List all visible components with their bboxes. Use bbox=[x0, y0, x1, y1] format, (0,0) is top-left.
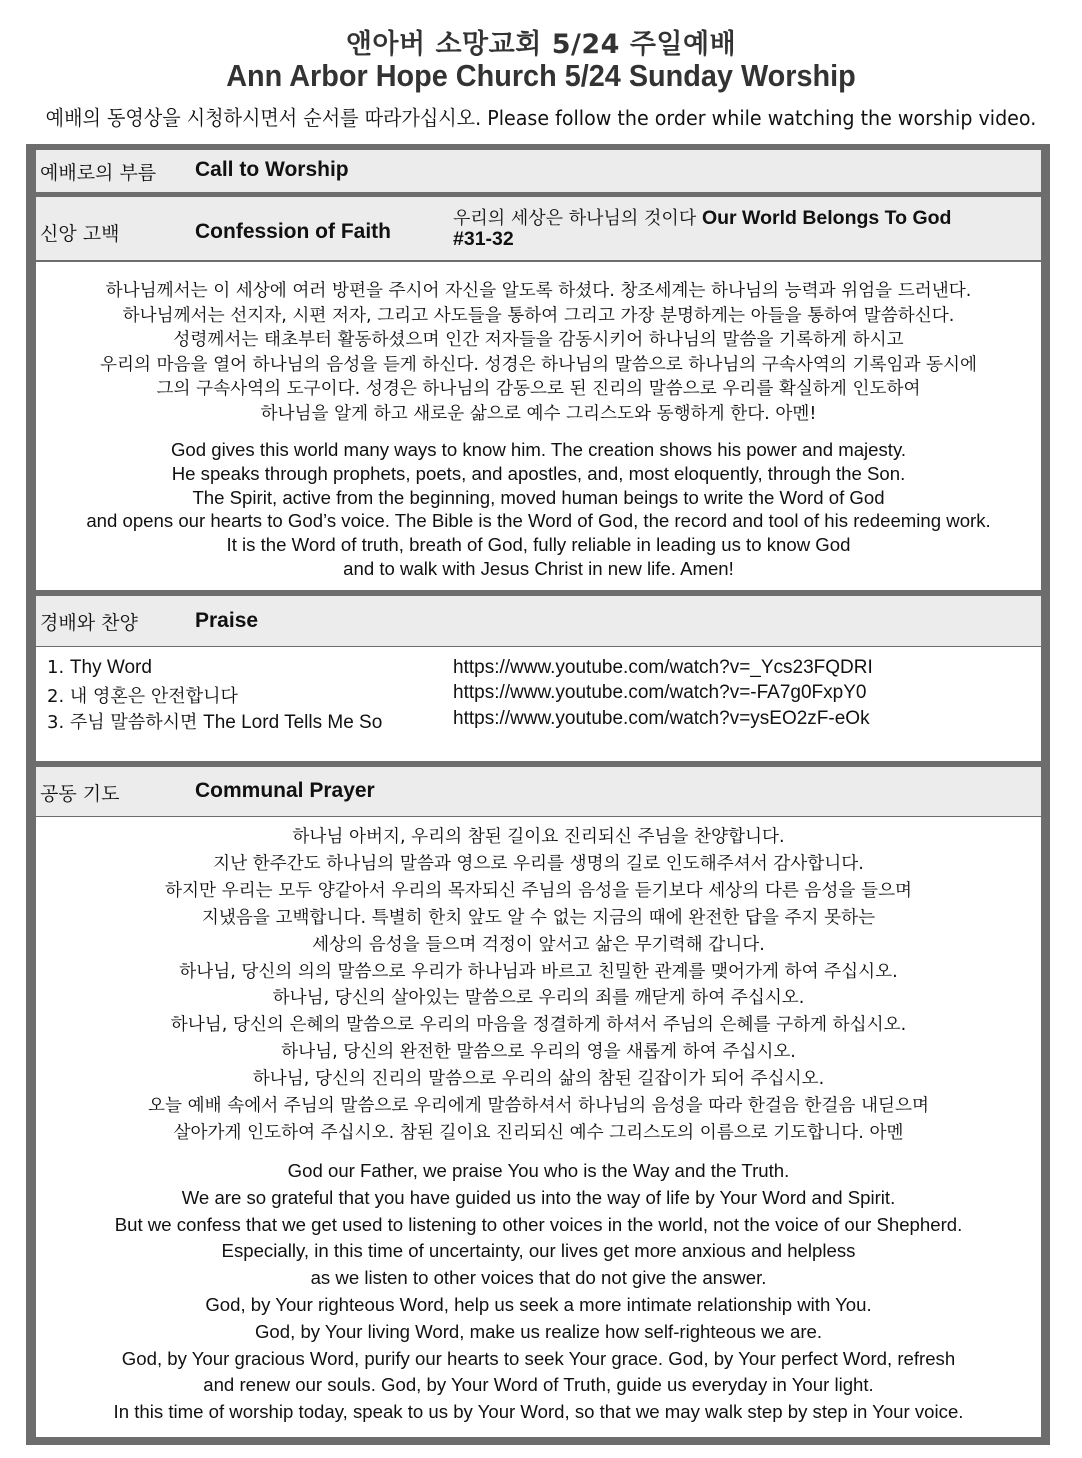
text-line: and to walk with Jesus Christ in new life. Amen! bbox=[343, 557, 734, 579]
reference-number: #31-32 bbox=[453, 228, 514, 250]
text-line: 하나님께서는 선지자, 시편 저자, 그리고 사도들을 통하여 그리고 가장 분명하게는 아들을 통하여 말씀하신다. bbox=[122, 305, 955, 326]
song-number: 2. bbox=[47, 686, 65, 707]
text-line: We are so grateful that you have guided us into the way of life by Your Word and Spirit. bbox=[181, 1186, 896, 1208]
prayer-korean-text bbox=[36, 824, 1041, 1147]
text-line: 성령께서는 태초부터 활동하셨으며 인간 저자들을 감동시키어 하나님의 말씀을 기록하게 하시고 bbox=[173, 330, 904, 351]
text-line: 하지만 우리는 모두 양같아서 우리의 목자되신 주님의 음성을 듣기보다 세상의 다른 음성을 들으며 bbox=[165, 880, 912, 901]
section-label-korean: 경배와 찬양 bbox=[40, 612, 138, 634]
text-line: He speaks through prophets, poets, and apostles, and, most eloquently, through the Son. bbox=[171, 462, 906, 484]
section-header-confession-of-faith bbox=[36, 197, 1041, 260]
page-title-english: Ann Arbor Hope Church 5/24 Sunday Worship bbox=[226, 58, 856, 93]
text-line: 하나님, 당신의 완전한 말씀으로 우리의 영을 새롭게 하여 주십시오. bbox=[281, 1042, 796, 1063]
text-line: God, by Your living Word, make us realize how self-righteous we are. bbox=[254, 1320, 823, 1342]
text-line: 하나님, 당신의 의의 말씀으로 우리가 하나님과 바르고 친밀한 관계를 맺어가게 하여 주십시오. bbox=[179, 961, 898, 982]
section-header-communal-prayer bbox=[36, 767, 1041, 816]
section-header-praise bbox=[36, 596, 1041, 646]
text-line: 하나님, 당신의 살아있는 말씀으로 우리의 죄를 깨닫게 하여 주십시오. bbox=[272, 988, 805, 1009]
text-line: In this time of worship today, speak to us by Your Word, so that we may walk step by step in Your voice. bbox=[113, 1401, 964, 1423]
text-line: 하나님 아버지, 우리의 참된 길이요 진리되신 주님을 찬양합니다. bbox=[292, 827, 785, 847]
section-label-english: Communal Prayer bbox=[195, 779, 375, 802]
section-label-english: Confession of Faith bbox=[195, 220, 391, 243]
section-body-communal-prayer bbox=[36, 817, 1041, 1437]
song-number: 3. bbox=[47, 712, 65, 733]
instruction-text: 예배의 동영상을 시청하시면서 순서를 따라가십시오. Please follow the order while watching the worship video. bbox=[45, 106, 1037, 130]
song-title-korean: 내 영혼은 안전합니다 bbox=[69, 686, 238, 707]
section-body-praise bbox=[36, 647, 1041, 761]
section-header-call-to-worship bbox=[36, 150, 1041, 192]
reference-title-korean: 우리의 세상은 하나님의 것이다 bbox=[453, 208, 697, 229]
text-line: and opens our hearts to God’s voice. The Bible is the Word of God, the record and tool of his redeeming work. bbox=[86, 510, 991, 532]
text-line: as we listen to other voices that do not give the answer. bbox=[310, 1267, 767, 1289]
text-line: Especially, in this time of uncertainty, our lives get more anxious and helpless bbox=[221, 1240, 856, 1262]
text-line: 하나님, 당신의 진리의 말씀으로 우리의 삶의 참된 길잡이가 되어 주십시오. bbox=[252, 1069, 825, 1090]
song-video-link[interactable]: https://www.youtube.com/watch?v=-FA7g0FxpY0 bbox=[453, 682, 867, 703]
text-line: 지냈음을 고백합니다. 특별히 한치 앞도 알 수 없는 지금의 때에 완전한 답을 주지 못하는 bbox=[201, 907, 876, 928]
text-line: 하나님께서는 이 세상에 여러 방편을 주시어 자신을 알도록 하셨다. 창조세계는 하나님의 능력과 위엄을 드러낸다. bbox=[105, 281, 972, 301]
text-line: 하나님, 당신의 은혜의 말씀으로 우리의 마음을 정결하게 하셔서 주님의 은혜를 구하게 하십시오. bbox=[170, 1015, 907, 1036]
song-video-link[interactable]: https://www.youtube.com/watch?v=ysEO2zF-eOk bbox=[453, 708, 870, 729]
text-line: God, by Your gracious Word, purify our hearts to seek Your grace. God, by Your perfect Word, refresh bbox=[121, 1347, 956, 1369]
section-label-korean: 예배로의 부름 bbox=[40, 162, 157, 184]
section-label-korean: 신앙 고백 bbox=[40, 223, 120, 245]
text-line: It is the Word of truth, breath of God, fully reliable in leading us to know God bbox=[226, 534, 851, 556]
text-line: and renew our souls. God, by Your Word of Truth, guide us everyday in Your light. bbox=[203, 1374, 874, 1396]
reference-title-english: Our World Belongs To God bbox=[701, 207, 952, 229]
song-item bbox=[47, 657, 152, 679]
text-line: 지난 한주간도 하나님의 말씀과 영으로 우리를 생명의 길로 인도해주셔서 감사합니다. bbox=[213, 853, 864, 874]
text-line: 살아가게 인도하여 주십시오. 참된 길이요 진리되신 예수 그리스도의 이름으로 기도합니다. 아멘 bbox=[173, 1122, 904, 1143]
prayer-english-text bbox=[36, 1158, 1041, 1426]
text-line: But we confess that we get used to listening to other voices in the world, not the voice of our Shepherd. bbox=[114, 1213, 963, 1235]
page-title-korean: 앤아버 소망교회 5/24 주일예배 bbox=[345, 29, 737, 60]
section-body-confession-of-faith bbox=[36, 262, 1041, 590]
song-title-english: The Lord Tells Me So bbox=[203, 712, 383, 733]
text-line: 하나님을 알게 하고 새로운 삶으로 예수 그리스도와 동행하게 한다. 아멘! bbox=[260, 403, 817, 424]
text-line: God gives this world many ways to know him. The creation shows his power and majesty. bbox=[170, 439, 907, 460]
text-line: 우리의 마음을 열어 하나님의 음성을 듣게 하신다. 성경은 하나님의 말씀으로 하나님의 구속사역의 기록임과 동시에 bbox=[99, 354, 978, 375]
text-line: The Spirit, active from the beginning, moved human beings to write the Word of God bbox=[192, 486, 885, 508]
text-line: 오늘 예배 속에서 주님의 말씀으로 우리에게 말씀하셔서 하나님의 음성을 따라 한걸음 한걸음 내딛으며 bbox=[148, 1096, 929, 1117]
section-label-korean: 공동 기도 bbox=[40, 783, 120, 805]
song-title-english: Thy Word bbox=[69, 657, 152, 678]
text-line: 세상의 음성을 들으며 걱정이 앞서고 삶은 무기력해 갑니다. bbox=[312, 934, 765, 955]
song-title-korean: 주님 말씀하시면 bbox=[69, 712, 198, 733]
song-number: 1. bbox=[47, 657, 65, 678]
confession-english-text bbox=[36, 438, 1041, 581]
confession-reference bbox=[453, 208, 1013, 250]
song-item bbox=[47, 708, 382, 734]
text-line: God our Father, we praise You who is the Way and the Truth. bbox=[287, 1160, 790, 1181]
confession-korean-text bbox=[36, 279, 1041, 427]
song-video-link[interactable]: https://www.youtube.com/watch?v=_Ycs23FQDRI bbox=[453, 657, 873, 678]
text-line: God, by Your righteous Word, help us seek a more intimate relationship with You. bbox=[205, 1293, 872, 1315]
text-line: 그의 구속사역의 도구이다. 성경은 하나님의 감동으로 된 진리의 말씀으로 우리를 확실하게 인도하여 bbox=[156, 379, 921, 400]
song-item bbox=[47, 682, 238, 708]
section-label-english: Praise bbox=[195, 609, 259, 632]
section-label-english: Call to Worship bbox=[195, 158, 349, 181]
